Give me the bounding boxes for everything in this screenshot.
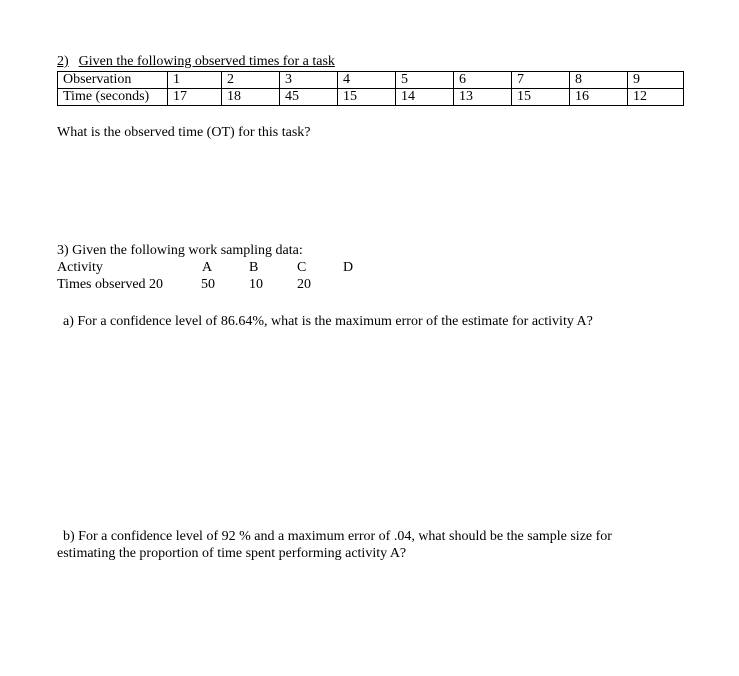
table-cell: 7 xyxy=(512,72,570,89)
table-cell: 4 xyxy=(338,72,396,89)
table-cell: 45 xyxy=(280,89,338,106)
table-cell: 2 xyxy=(222,72,280,89)
times-observed-label: Times observed 20 xyxy=(57,277,164,292)
table-cell: 17 xyxy=(168,89,222,106)
activity-b: B xyxy=(249,260,259,275)
question-2-heading xyxy=(57,54,335,70)
question-3a-prompt: a) For a confidence level of 86.64%, what is the maximum error of the estimate for activity A? xyxy=(63,314,593,329)
activity-d: D xyxy=(343,260,354,275)
table-row-label: Observation xyxy=(58,72,168,89)
times-observed-c: 20 xyxy=(297,277,311,292)
table-cell: 15 xyxy=(512,89,570,106)
activity-label: Activity xyxy=(57,260,103,275)
table-row xyxy=(58,72,684,89)
table-cell: 14 xyxy=(396,89,454,106)
table-cell: 8 xyxy=(570,72,628,89)
table-cell: 12 xyxy=(628,89,684,106)
times-observed-b: 10 xyxy=(249,277,263,292)
table-cell: 6 xyxy=(454,72,512,89)
table-cell: 9 xyxy=(628,72,684,89)
activity-c: C xyxy=(297,260,307,275)
question-3b-prompt-line2: estimating the proportion of time spent performing activity A? xyxy=(57,546,407,561)
table-cell: 18 xyxy=(222,89,280,106)
observed-times-table xyxy=(57,71,684,106)
activity-a: A xyxy=(202,260,213,275)
table-cell: 5 xyxy=(396,72,454,89)
times-observed-a: 50 xyxy=(201,277,215,292)
question-3b-prompt-line1: b) For a confidence level of 92 % and a maximum error of .04, what should be the sample size for xyxy=(63,529,612,544)
question-3-heading: 3) Given the following work sampling data: xyxy=(57,243,303,258)
table-cell: 3 xyxy=(280,72,338,89)
table-row-label: Time (seconds) xyxy=(58,89,168,106)
question-2-prompt: What is the observed time (OT) for this task? xyxy=(57,125,311,140)
table-cell: 15 xyxy=(338,89,396,106)
table-cell: 16 xyxy=(570,89,628,106)
table-cell: 1 xyxy=(168,72,222,89)
question-2-number: 2) xyxy=(57,54,69,69)
question-2-heading-text: Given the following observed times for a task xyxy=(78,54,335,69)
table-cell: 13 xyxy=(454,89,512,106)
table-row xyxy=(58,89,684,106)
